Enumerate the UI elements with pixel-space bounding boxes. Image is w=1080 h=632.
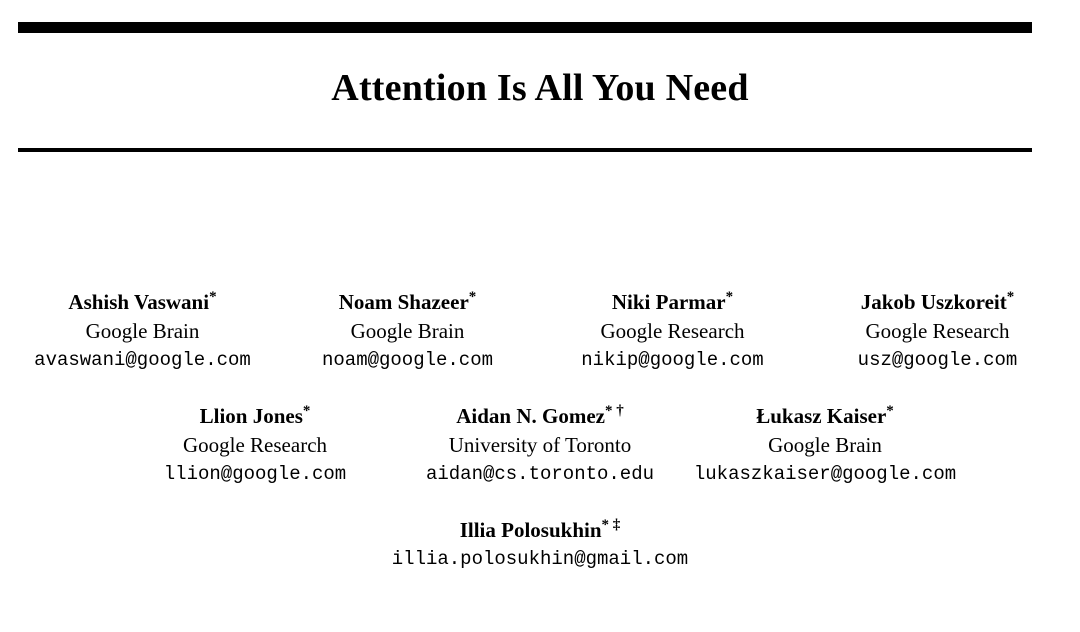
author-affiliation: Google Brain xyxy=(85,318,200,343)
author-affiliation: Google Research xyxy=(182,432,328,457)
author-name-text: Jakob Uszkoreit xyxy=(860,290,1007,314)
author-row xyxy=(0,402,1080,486)
author-name-text: Llion Jones xyxy=(199,404,303,429)
author-entry xyxy=(113,402,398,486)
author-name-text: Łukasz Kaiser xyxy=(756,404,887,429)
author-name-text: Noam Shazeer xyxy=(338,290,469,314)
author-affiliation: Google Brain xyxy=(768,432,882,457)
author-entry xyxy=(805,288,1070,372)
author-email[interactable]: nikip@google.com xyxy=(581,348,764,371)
author-footnote-marks: * xyxy=(1006,289,1015,305)
author-footnote-marks: * xyxy=(302,403,311,420)
author-email[interactable]: illia.polosukhin@gmail.com xyxy=(391,548,689,570)
author-email[interactable]: noam@google.com xyxy=(321,348,494,371)
author-name xyxy=(10,288,275,316)
author-name xyxy=(540,288,805,316)
author-footnote-marks: * xyxy=(725,289,734,305)
author-email[interactable]: usz@google.com xyxy=(857,348,1018,371)
author-footnote-marks: * xyxy=(886,403,894,420)
author-affiliation: Google Research xyxy=(600,318,745,343)
author-name xyxy=(683,402,968,430)
author-row xyxy=(0,288,1080,372)
header-rule-bottom xyxy=(18,148,1032,152)
author-name-text: Niki Parmar xyxy=(611,290,726,314)
author-name xyxy=(275,288,540,316)
header-rule-top xyxy=(18,22,1032,33)
author-email[interactable]: lukaszkaiser@google.com xyxy=(693,462,957,485)
author-email[interactable]: llion@google.com xyxy=(163,462,347,485)
author-entry xyxy=(275,288,540,372)
author-footnote-marks: * xyxy=(468,289,477,305)
author-email[interactable]: aidan@cs.toronto.edu xyxy=(425,462,655,485)
author-entry xyxy=(330,516,750,571)
author-entry xyxy=(10,288,275,372)
author-affiliation: Google Research xyxy=(865,318,1010,343)
author-affiliation: Google Brain xyxy=(350,318,465,343)
author-footnote-marks: * † xyxy=(605,403,624,420)
author-name-text: Aidan N. Gomez xyxy=(456,404,605,429)
page-title: Attention Is All You Need xyxy=(331,67,749,109)
author-name-text: Ashish Vaswani xyxy=(68,290,210,314)
author-entry xyxy=(398,402,683,486)
author-affiliation: University of Toronto xyxy=(448,432,632,457)
author-name xyxy=(330,516,750,544)
author-name-text: Illia Polosukhin xyxy=(459,518,602,543)
author-footnote-marks: * ‡ xyxy=(601,517,621,534)
author-name xyxy=(398,402,683,430)
author-email[interactable]: avaswani@google.com xyxy=(34,348,251,371)
author-name xyxy=(805,288,1070,316)
author-name xyxy=(113,402,398,430)
author-block xyxy=(0,288,1080,571)
author-entry xyxy=(540,288,805,372)
author-footnote-marks: * xyxy=(209,289,217,305)
author-row xyxy=(0,516,1080,571)
author-entry xyxy=(683,402,968,486)
